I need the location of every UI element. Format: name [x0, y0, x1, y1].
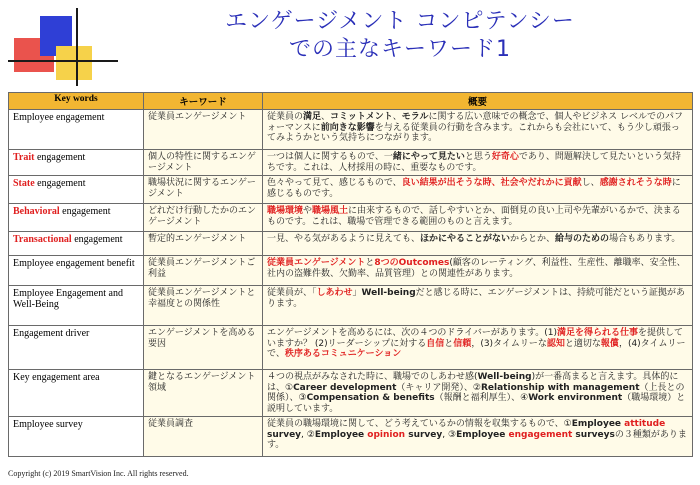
summary-text: 好奇心 — [491, 152, 519, 162]
summary-cell — [263, 204, 693, 232]
keyword-en-text: Transactional — [13, 234, 72, 245]
summary-text: ほかにやることがない — [420, 234, 511, 244]
summary-text: Employee — [456, 429, 509, 440]
summary-text: と適切な — [564, 338, 601, 349]
summary-text: Relationship with management — [480, 382, 640, 393]
summary-text: 職場風土 — [312, 206, 349, 216]
keyword-en-cell — [9, 150, 144, 176]
summary-text: しあわせ — [316, 288, 353, 298]
summary-text: からとか、 — [510, 234, 556, 244]
summary-text: に関する広い意味での概念で、個人やビジネス レベルでのパフォーマンスに — [267, 112, 683, 133]
summary-text: attitude — [624, 419, 666, 429]
keyword-en-text: Trait — [13, 152, 35, 163]
keyword-en-cell — [9, 204, 144, 232]
summary-text: 従業員の職場環境に関して、どう考えているかの情報を収集するもので、① — [267, 419, 572, 429]
summary-text: （キャリア開発）、② — [396, 382, 481, 393]
keyword-jp-cell: 従業員エンゲージメントと幸福度との関係性 — [144, 286, 263, 326]
summary-text: 信頼 — [453, 338, 472, 349]
summary-text: survey — [267, 429, 302, 440]
summary-text: の３種類があります。 — [267, 429, 687, 450]
summary-text: と — [444, 338, 454, 349]
summary-text: モラル — [401, 112, 429, 122]
summary-text: （職場環境）と説明しています。 — [267, 393, 686, 414]
keyword-en-cell — [9, 176, 144, 204]
summary-text: , ③ — [442, 429, 457, 440]
summary-text: 、 — [321, 112, 331, 122]
header-keyword-jp: キーワード — [144, 93, 263, 110]
header-key-words: Key words — [9, 93, 144, 110]
decor-yellow-square — [56, 46, 92, 80]
page-title-line1: エンゲージメント コンピテンシー — [225, 9, 575, 34]
summary-cell — [263, 286, 693, 326]
summary-text: 前向きな影響 — [320, 122, 375, 133]
table-row — [9, 150, 693, 176]
summary-text: 満足を得られる仕事 — [556, 328, 638, 338]
summary-text: ，(4)タイムリーで、 — [267, 338, 686, 359]
summary-cell — [263, 256, 693, 286]
summary-text: に感じるものです。 — [267, 178, 681, 199]
summary-text: 従業員エンゲージメント — [267, 258, 366, 268]
summary-text: 従業員の — [267, 112, 304, 122]
summary-text: Career development — [293, 382, 397, 393]
summary-text: コミットメント — [330, 112, 393, 122]
summary-text: を与える従業員の行動を含みます。これからも会社にいて、もう少し頑張ってみようかという気持ちにつながります。 — [267, 122, 680, 143]
summary-text: engagement — [508, 429, 573, 440]
summary-text: Compensation & benefits — [306, 393, 435, 403]
table-row — [9, 326, 693, 370]
keyword-en-cell — [9, 256, 144, 286]
summary-cell — [263, 110, 693, 150]
table-row — [9, 370, 693, 417]
summary-text: Employee — [314, 429, 368, 440]
page-title-line2: での主なキーワード1 — [289, 37, 511, 62]
summary-text: だと感じる時に、エンゲージメントは、持続可能だという証拠があります。 — [267, 288, 686, 309]
summary-text: Work environment — [528, 393, 623, 403]
summary-text: エンゲージメントを高めるには、次の４つのドライバーがあります。(1) — [267, 328, 557, 338]
summary-text: 従業員が、「 — [267, 288, 317, 298]
keyword-jp-cell: 従業員調査 — [144, 417, 263, 457]
summary-cell — [263, 326, 693, 370]
keyword-en-cell — [9, 326, 144, 370]
keyword-jp-cell: 従業員エンゲージメントご利益 — [144, 256, 263, 286]
keyword-en-text: engagement — [34, 178, 86, 189]
summary-text: 感謝されそうな時 — [599, 178, 672, 188]
summary-text: 一つは個人に関するもので、一 — [267, 152, 393, 162]
summary-cell — [263, 232, 693, 256]
table-header-row — [9, 93, 693, 110]
keyword-en-text: engagement — [34, 152, 86, 163]
keyword-jp-cell: 暫定的エンゲージメント — [144, 232, 263, 256]
summary-text: であり、問題解決して見たいという気持ちです。これは、人材採用の時に、重要なものです。 — [267, 152, 681, 173]
summary-text: Employee — [571, 419, 625, 429]
keyword-table — [8, 92, 693, 457]
summary-text: Well-being — [477, 372, 532, 382]
summary-text: 認知 — [546, 338, 565, 349]
summary-text: 給与のための — [555, 234, 610, 244]
keyword-en-text: Employee Engagement and Well-Being — [13, 288, 123, 310]
summary-cell — [263, 417, 693, 457]
summary-text: opinion — [367, 429, 406, 440]
summary-text: 8つのOutcomes — [374, 258, 450, 268]
summary-cell — [263, 370, 693, 417]
summary-text: 緒にやって見たい — [392, 152, 465, 162]
table-row — [9, 176, 693, 204]
keyword-en-text: Employee engagement benefit — [13, 258, 135, 269]
summary-text: survey — [405, 429, 443, 440]
summary-text: や — [303, 206, 313, 216]
keyword-en-text: Employee survey — [13, 419, 83, 430]
keyword-en-cell — [9, 232, 144, 256]
summary-text: を提供していますか？ (2)リーダーシップに対する — [267, 328, 683, 349]
summary-text: , ② — [301, 429, 315, 440]
summary-text: し、 — [581, 178, 600, 188]
summary-text: （報酬と福利厚生）、④ — [434, 393, 529, 403]
keyword-en-text: Key engagement area — [13, 372, 100, 383]
summary-text: ，(3)タイムリーな — [471, 338, 547, 349]
summary-text: 報償 — [600, 338, 619, 349]
summary-text: surveys — [572, 429, 615, 440]
keyword-jp-cell: 鍵となるエンゲージメント領域 — [144, 370, 263, 417]
summary-text: 良い結果が出そうな時、社会やだれかに貢献 — [401, 178, 582, 188]
keyword-en-cell — [9, 370, 144, 417]
summary-text: (顧客のレーティング、利益性、生産性、離職率、安全性、社内の盗難件数、欠勤率、品質管理）との関連性があります。 — [267, 258, 686, 279]
keyword-jp-cell: どれだけ行動したかのエンゲージメント — [144, 204, 263, 232]
keyword-jp-cell: 個人の特性に関するエンゲージメント — [144, 150, 263, 176]
keyword-en-cell — [9, 110, 144, 150]
keyword-en-text: engagement — [71, 234, 123, 245]
copyright-notice: Copyright (c) 2019 SmartVision Inc. All rights reserved. — [8, 469, 189, 478]
summary-text: 一見、やる気があるように見えても、 — [267, 234, 421, 244]
summary-text: （上長との関係）、③ — [267, 382, 685, 403]
keyword-jp-cell: 従業員エンゲージメント — [144, 110, 263, 150]
keyword-en-text: Behavioral — [13, 206, 60, 217]
summary-text: 秩序あるコミュニケーション — [284, 349, 402, 359]
summary-text: 色々やって見て、感じるもので、 — [267, 178, 402, 188]
summary-text: 職場環境 — [267, 206, 304, 216]
table-body — [9, 110, 693, 457]
table-row — [9, 286, 693, 326]
keyword-jp-cell: エンゲージメントを高める要因 — [144, 326, 263, 370]
table-row — [9, 204, 693, 232]
keyword-jp-cell: 職場状況に関するエンゲージメント — [144, 176, 263, 204]
summary-text: )が一番高まると言えます。具体的には、① — [267, 372, 679, 393]
summary-text: と思う — [464, 152, 492, 162]
summary-text: 場合もあります。 — [609, 234, 681, 244]
summary-text: 」 — [352, 288, 362, 298]
keyword-en-text: engagement — [59, 206, 111, 217]
table-row — [9, 256, 693, 286]
decor-horizontal-line — [8, 60, 118, 62]
summary-text: 、 — [392, 112, 402, 122]
summary-cell — [263, 150, 693, 176]
table-row — [9, 417, 693, 457]
keyword-en-text: Employee engagement — [13, 112, 105, 123]
summary-text: 満足 — [303, 112, 322, 122]
summary-text: と — [365, 258, 375, 268]
keyword-en-text: Engagement driver — [13, 328, 90, 339]
keyword-en-cell — [9, 417, 144, 457]
table-row — [9, 110, 693, 150]
keyword-en-cell — [9, 286, 144, 326]
keyword-en-text: State — [13, 178, 35, 189]
summary-text: 自信 — [426, 338, 445, 349]
summary-text: Well-being — [361, 288, 416, 298]
header-summary: 概要 — [263, 93, 693, 110]
summary-text: ４つの視点がみなされた時に、職場でのしあわせ感( — [267, 372, 478, 382]
summary-cell — [263, 176, 693, 204]
table-row — [9, 232, 693, 256]
summary-text: に由来するもので、話しやすいとか、面倒見の良い上司や先輩がいるかで、決まるものです。これは、職場で管理できる範囲のものと言えます。 — [267, 206, 681, 227]
decor-vertical-line — [76, 8, 78, 86]
